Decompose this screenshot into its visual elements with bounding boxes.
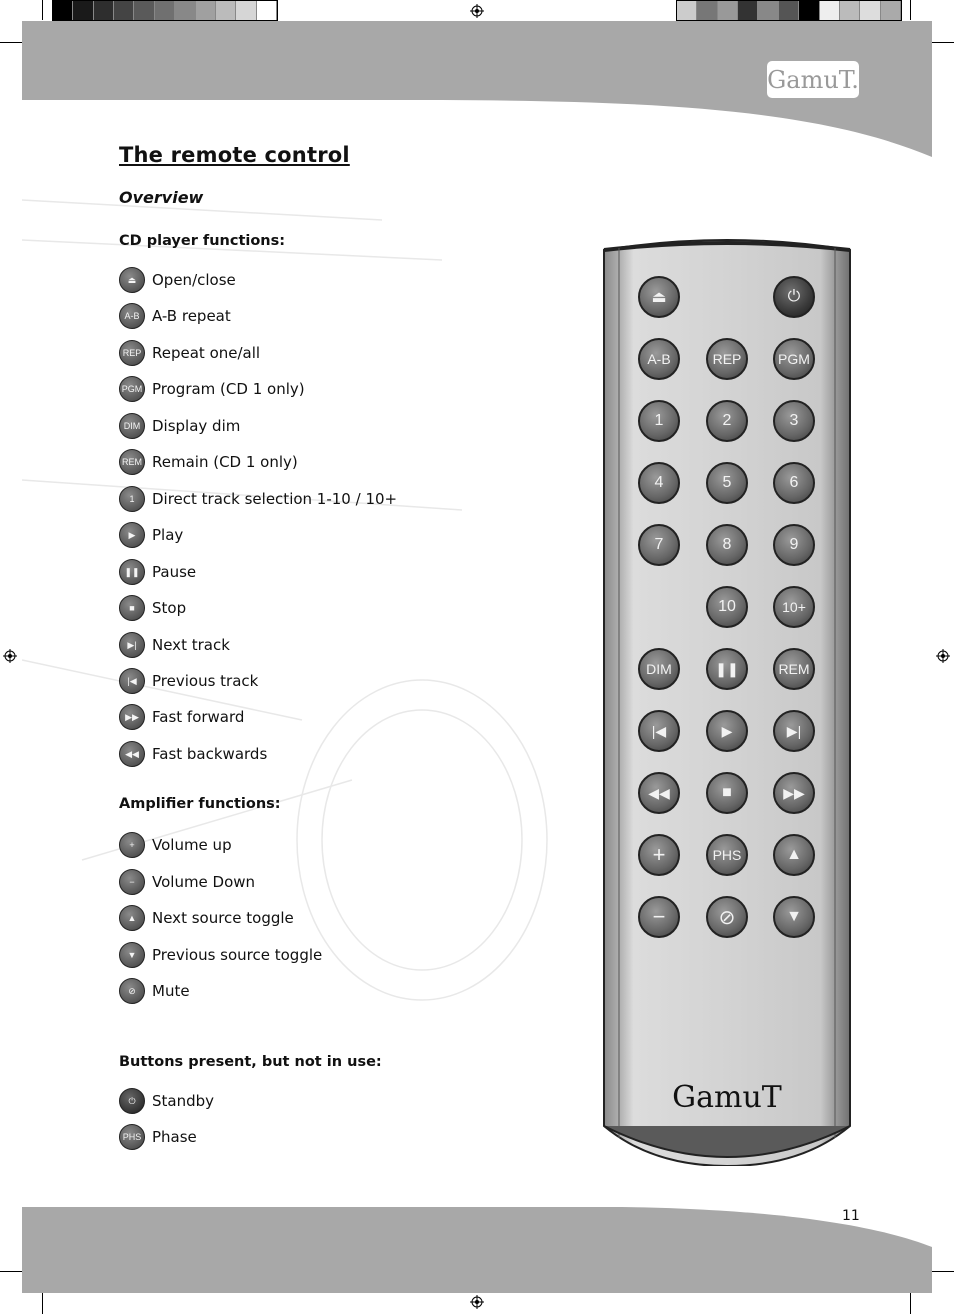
remote-ab-button[interactable]	[638, 338, 680, 380]
remote-volup-button[interactable]: +	[638, 834, 680, 876]
remote-next-label: ▶|	[786, 722, 802, 739]
phase-icon: PHS	[119, 1124, 145, 1150]
remote-phs-label: PHS	[712, 847, 742, 863]
list-item-label: Open/close	[152, 271, 236, 289]
remote-pgm-label: PGM	[778, 351, 810, 367]
remote-next-button[interactable]	[773, 710, 815, 752]
play-icon: ▶	[119, 522, 145, 548]
remote-7-button[interactable]: 7	[638, 524, 680, 566]
remote-10plus-button[interactable]	[773, 586, 815, 628]
remote-6-button[interactable]: 6	[773, 462, 815, 504]
brand-logo: GamuT.	[767, 61, 859, 98]
list-item	[119, 666, 258, 696]
remote-5-button[interactable]: 5	[706, 462, 748, 504]
remote-down-button[interactable]: ▼	[773, 896, 815, 938]
list-item	[119, 520, 183, 550]
remote-mute-button[interactable]: ⊘	[706, 896, 748, 938]
registration-mark-icon	[470, 1295, 484, 1309]
list-item	[119, 976, 190, 1006]
list-item	[119, 940, 322, 970]
unused-buttons-heading: Buttons present, but not in use:	[119, 1054, 382, 1070]
list-item-label: Previous source toggle	[152, 946, 323, 964]
remote-rem-button[interactable]	[773, 648, 815, 690]
remote-play-button[interactable]	[706, 710, 748, 752]
list-item-label: Display dim	[152, 417, 241, 435]
remain-icon: REM	[119, 449, 145, 475]
remote-pause-button[interactable]	[706, 648, 748, 690]
list-item-label: Next source toggle	[152, 909, 294, 927]
list-item-label: Next track	[152, 636, 230, 654]
eject-icon: ⏏	[119, 267, 145, 293]
remote-voldown-button[interactable]: −	[638, 896, 680, 938]
mute-icon: ⊘	[119, 978, 145, 1004]
ab-repeat-icon: A-B	[119, 303, 145, 329]
list-item	[119, 830, 232, 860]
remote-prev-button[interactable]	[638, 710, 680, 752]
repeat-icon: REP	[119, 340, 145, 366]
registration-mark-icon	[936, 649, 950, 663]
number-icon: 1	[119, 486, 145, 512]
remote-phs-button[interactable]	[706, 834, 748, 876]
page-number: 11	[842, 1208, 860, 1224]
up-arrow-icon: ▲	[119, 905, 145, 931]
pause-icon: ❚❚	[119, 559, 145, 585]
remote-play-label: ▶	[721, 722, 733, 739]
remote-ab-label: A-B	[647, 351, 671, 367]
stop-icon: ■	[119, 595, 145, 621]
remote-dim-label: DIM	[646, 661, 672, 677]
plus-icon: +	[119, 832, 145, 858]
registration-mark-icon	[470, 4, 484, 18]
list-item-label: Repeat one/all	[152, 344, 261, 362]
remote-prev-label: |◀	[651, 722, 667, 739]
crop-mark	[0, 42, 22, 43]
footer-band	[22, 1207, 932, 1293]
remote-rep-button[interactable]	[706, 338, 748, 380]
remote-up-button[interactable]: ▲	[773, 834, 815, 876]
program-icon: PGM	[119, 376, 145, 402]
remote-1-button[interactable]: 1	[638, 400, 680, 442]
list-item-label: Volume up	[152, 836, 232, 854]
list-item	[119, 374, 305, 404]
calibration-bar-right	[676, 0, 902, 21]
remote-power-button[interactable]: ⏻	[773, 276, 815, 318]
list-item	[119, 702, 244, 732]
crop-mark	[42, 1292, 43, 1314]
remote-stop-button[interactable]: ■	[706, 772, 748, 814]
remote-dim-button[interactable]	[638, 648, 680, 690]
crop-mark	[910, 1292, 911, 1314]
remote-logo: GamuT	[672, 1080, 782, 1115]
list-item-label: Previous track	[152, 672, 259, 690]
calibration-bar-left	[52, 0, 278, 21]
remote-10-button[interactable]: 10	[706, 586, 748, 628]
list-item-label: Stop	[152, 599, 187, 617]
remote-pause-label: ❚❚	[715, 660, 739, 677]
list-item	[119, 447, 298, 477]
list-item	[119, 593, 186, 623]
remote-rep-label: REP	[712, 351, 742, 367]
registration-mark-icon	[3, 649, 17, 663]
list-item	[119, 1122, 197, 1152]
list-item	[119, 265, 236, 295]
list-item	[119, 411, 240, 441]
remote-rew-button[interactable]	[638, 772, 680, 814]
amp-functions-heading: Amplifier functions:	[119, 796, 281, 812]
list-item-label: Pause	[152, 563, 197, 581]
list-item	[119, 1086, 214, 1116]
remote-ffwd-label: ▶▶	[783, 784, 805, 801]
power-icon: ⏻	[119, 1088, 145, 1114]
list-item-label: Volume Down	[152, 873, 256, 891]
remote-9-button[interactable]: 9	[773, 524, 815, 566]
remote-ffwd-button[interactable]	[773, 772, 815, 814]
list-item	[119, 338, 260, 368]
crop-mark	[42, 0, 43, 20]
crop-mark	[910, 0, 911, 20]
remote-control-illustration	[602, 238, 852, 1166]
list-item-label: Play	[152, 526, 184, 544]
list-item-label: Fast backwards	[152, 745, 268, 763]
background-watermark	[22, 160, 602, 1200]
list-item	[119, 484, 397, 514]
list-item-label: Remain (CD 1 only)	[152, 453, 298, 471]
minus-icon: −	[119, 869, 145, 895]
dim-icon: DIM	[119, 413, 145, 439]
crop-mark	[932, 42, 954, 43]
fast-forward-icon: ▶▶	[119, 704, 145, 730]
remote-3-button[interactable]: 3	[773, 400, 815, 442]
list-item	[119, 630, 230, 660]
remote-2-button[interactable]: 2	[706, 400, 748, 442]
remote-4-button[interactable]: 4	[638, 462, 680, 504]
list-item-label: Fast forward	[152, 708, 245, 726]
list-item-label: A-B repeat	[152, 307, 231, 325]
remote-pgm-button[interactable]	[773, 338, 815, 380]
remote-eject-button[interactable]: ⏏	[638, 276, 680, 318]
remote-10plus-label: 10+	[782, 599, 806, 615]
section-subtitle: Overview	[119, 188, 204, 207]
remote-8-button[interactable]: 8	[706, 524, 748, 566]
list-item-label: Standby	[152, 1092, 215, 1110]
list-item	[119, 867, 255, 897]
down-arrow-icon: ▼	[119, 942, 145, 968]
next-track-icon: ▶|	[119, 632, 145, 658]
page-title: The remote control	[119, 143, 350, 167]
cd-functions-heading: CD player functions:	[119, 233, 286, 249]
remote-rem-label: REM	[778, 661, 810, 677]
list-item	[119, 557, 196, 587]
list-item	[119, 739, 267, 769]
list-item-label: Mute	[152, 982, 190, 1000]
list-item-label: Program (CD 1 only)	[152, 380, 305, 398]
crop-mark	[932, 1271, 954, 1272]
list-item	[119, 301, 231, 331]
list-item-label: Phase	[152, 1128, 197, 1146]
list-item-label: Direct track selection 1-10 / 10+	[152, 490, 398, 508]
remote-rew-label: ◀◀	[648, 784, 670, 801]
list-item	[119, 903, 294, 933]
previous-track-icon: |◀	[119, 668, 145, 694]
crop-mark	[0, 1271, 22, 1272]
fast-backward-icon: ◀◀	[119, 741, 145, 767]
